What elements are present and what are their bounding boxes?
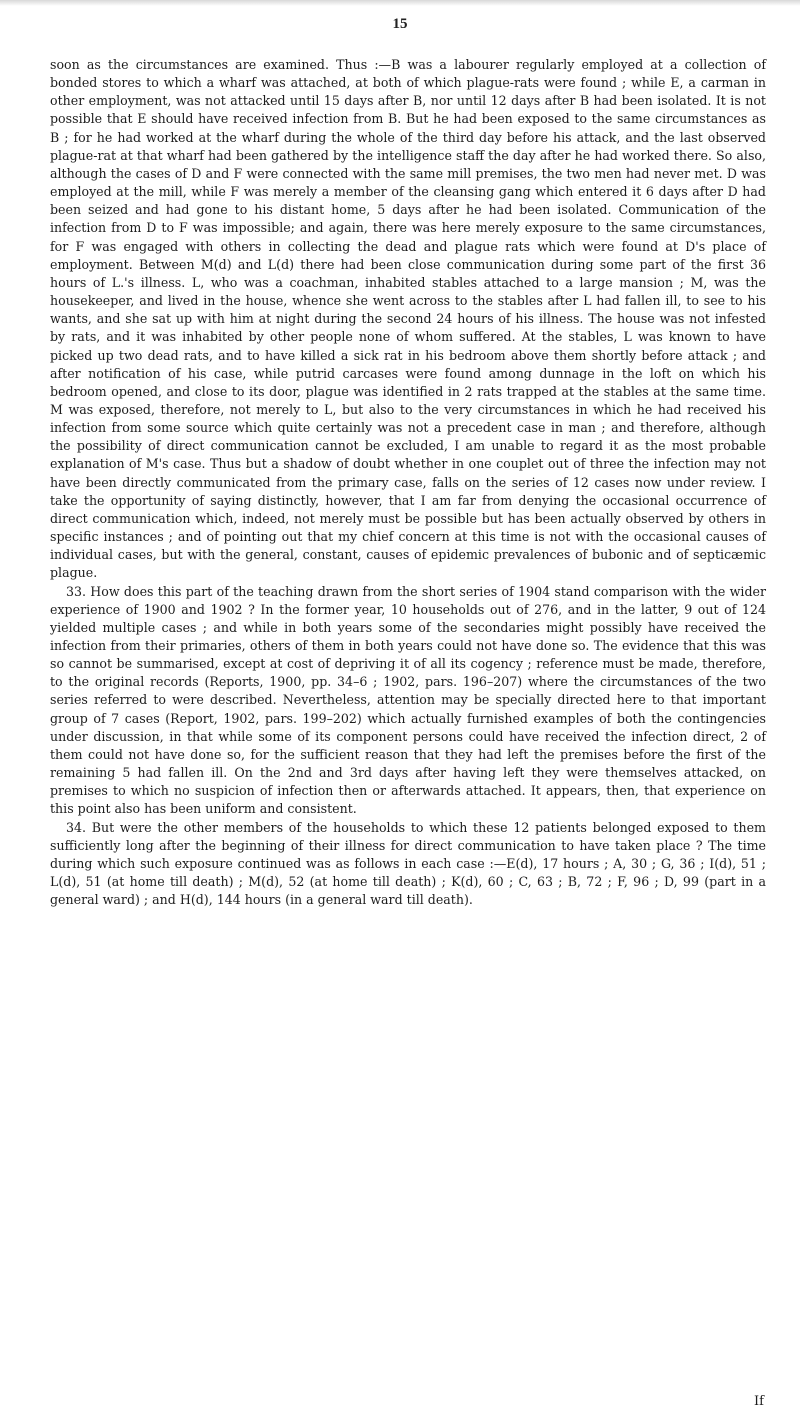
paragraph-continuation: soon as the circumstances are examined. Thus :—B was a labourer regularly employed at a collection of bonded stores to which a wharf was attached, at both of which plague-rats were found ; while E, a carman in other employment, was not attacked until 15 days after B, nor until 12 days after B had been isolated. It is not possible that E should have received infection from B. But he had been exposed to the same circumstances as B ; for he had worked at the wharf during the whole of the third day before his attack, and the last observed plague-rat at that wharf had been gathered by the intelligence staff the day after he had worked there. So also, although the cases of D and F were connected with the same mill premises, the two men had never met. D was employed at the mill, while F was merely a member of the cleansing gang which entered it 6 days after D had been seized and had gone to his distant home, 5 days after he had been isolated. Communication of the infection from D to F was impossible; and again, there was here merely exposure to the same circumstances, for F was engaged with others in collecting the dead and plague rats which were found at D's place of employment. Between M(d) and L(d) there had been close communication during some part of the first 36 hours of L.'s illness. L, who was a coachman, inhabited stables attached to a large mansion ; M, was the housekeeper, and lived in the house, whence she went across to the stables after L had fallen ill, to see to his wants, and she sat up with him at night during the second 24 hours of his illness. The house was not infested by rats, and it was inhabited by other people none of whom suffered. At the stables, L was known to have picked up two dead rats, and to have killed a sick rat in his bedroom above them shortly before attack ; and after notification of his case, while putrid carcases were found among dunnage in the loft on which his bedroom opened, and close to its door, plague was identified in 2 rats trapped at the stables at the same time. M was exposed, therefore, not merely to L, but also to the very circumstances in which he had received his infection from some source which quite certainly was not a precedent case in man ; and therefore, although the possibility of direct communication cannot be excluded, I am unable to regard it as the most probable explanation of M's case. Thus but a shadow of doubt whether in one couplet out of three the infection may not have been directly communicated from the primary case, falls on the series of 12 cases now under review. I take the opportunity of saying distinctly, however, that I am far from denying the occasional occurrence of direct communication which, indeed, not merely must be possible but has been actually observed by others in specific instances ; and of pointing out that my chief concern at this time is not with the occasional causes of individual cases, but with the general, constant, causes of epidemic prevalences of bubonic and of septicæmic plague. [50,57,766,581]
paragraph-33: 33. How does this part of the teaching drawn from the short series of 1904 stand comparison with the wider experience of 1900 and 1902 ? In the former year, 10 households out of 276, and in the latter, 9 out of 124 yielded multiple cases ; and while in both years some of the secondaries might possibly have received the infection from their primaries, others of them in both years could not have done so. The evidence that this was so cannot be summarised, except at cost of depriving it of all its cogency ; reference must be made, therefore, to the original records (Reports, 1900, pp. 34–6 ; 1902, pars. 196–207) where the circumstances of the two series referred to were described. Nevertheless, attention may be specially directed here to that important group of 7 cases (Report, 1902, pars. 199–202) which actually furnished examples of both the contingencies under discussion, in that while some of its component persons could have received the infection direct, 2 of them could not have done so, for the sufficient reason that they had left the premises before the first of the remaining 5 had fallen ill. On the 2nd and 3rd days after having left they were themselves attacked, on premises to which no suspicion of infection then or afterwards attached. It appears, then, that experience on this point also has been uniform and consistent. [50,583,766,817]
catchword: If [754,1394,764,1409]
paragraph-34: 34. But were the other members of the households to which these 12 patients belonged exposed to them sufficiently long after the beginning of their illness for direct communication to have taken place ? The time during which such exposure continued was as follows in each case :—E(d), 17 hours ; A, 30 ; G, 36 ; I(d), 51 ; L(d), 51 (at home till death) ; M(d), 52 (at home till death) ; K(d), 60 ; C, 63 ; B, 72 ; F, 96 ; D, 99 (part in a general ward) ; and H(d), 144 hours (in a general ward till death). [50,819,766,908]
page-edge-shadow [0,0,800,6]
page-number: 15 [392,16,408,32]
body-text [50,56,766,909]
